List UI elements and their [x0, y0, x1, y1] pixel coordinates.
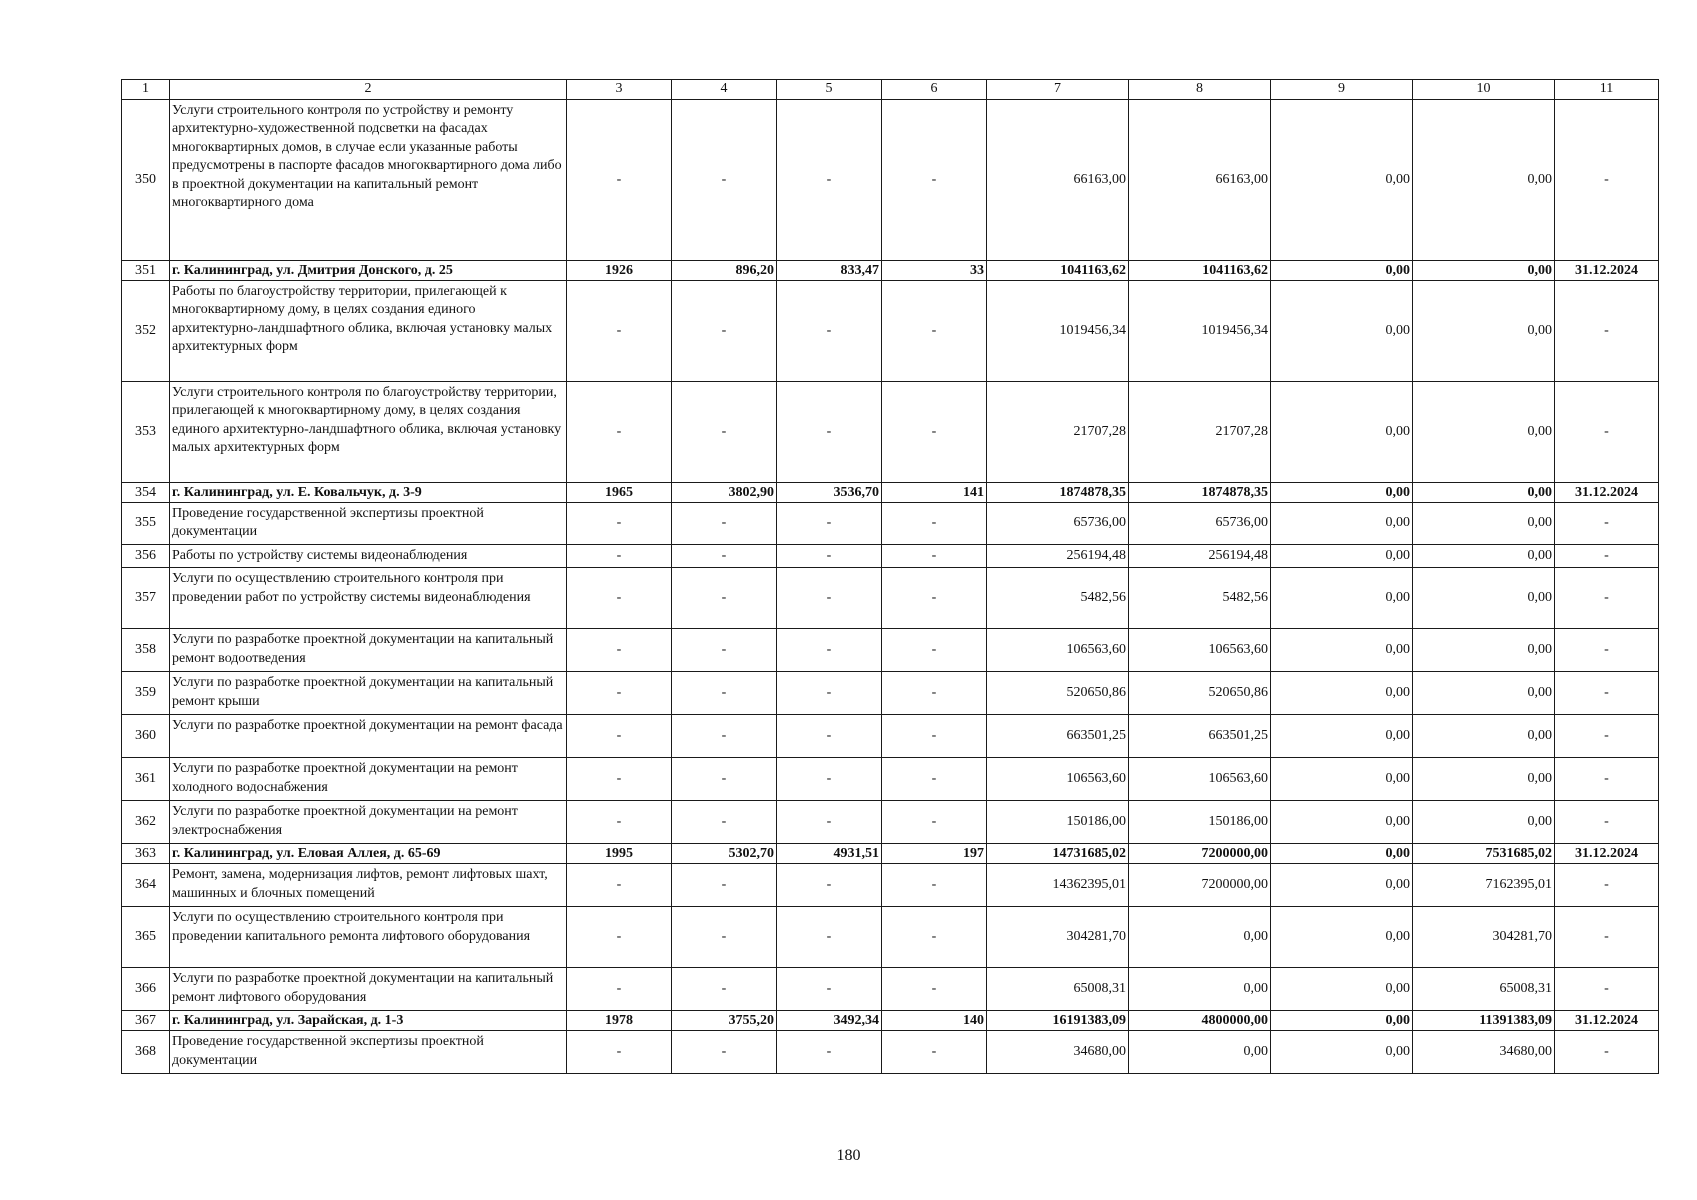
- total-area-cell: -: [672, 672, 777, 715]
- build-year-cell: -: [567, 1031, 672, 1074]
- deadline-cell: -: [1555, 382, 1659, 483]
- budget-cost-cell: 0,00: [1271, 968, 1413, 1011]
- address-row: [122, 261, 1659, 281]
- owner-funds-cell: 0,00: [1413, 100, 1555, 261]
- budget-cost-cell: 0,00: [1271, 503, 1413, 545]
- total-area-cell: 3755,20: [672, 1011, 777, 1031]
- budget-cost-cell: 0,00: [1271, 261, 1413, 281]
- build-year-cell: -: [567, 672, 672, 715]
- description-cell: Услуги по осуществлению строительного контроля при проведении капитального ремонта лифтового оборудования: [170, 907, 567, 968]
- description-cell: г. Калининград, ул. Зарайская, д. 1-3: [170, 1011, 567, 1031]
- budget-cost-cell: 0,00: [1271, 483, 1413, 503]
- description-cell: Ремонт, замена, модернизация лифтов, ремонт лифтовых шахт, машинных и блочных помещений: [170, 864, 567, 907]
- deadline-cell: 31.12.2024: [1555, 844, 1659, 864]
- header-cell: 7: [987, 80, 1129, 100]
- owner-funds-cell: 0,00: [1413, 758, 1555, 801]
- header-cell: 3: [567, 80, 672, 100]
- total-cost-cell: 663501,25: [987, 715, 1129, 758]
- living-area-cell: -: [777, 1031, 882, 1074]
- work-item-row: [122, 801, 1659, 844]
- total-area-cell: -: [672, 629, 777, 672]
- deadline-cell: 31.12.2024: [1555, 261, 1659, 281]
- deadline-cell: -: [1555, 503, 1659, 545]
- budget-cost-cell: 0,00: [1271, 1031, 1413, 1074]
- header-cell: 1: [122, 80, 170, 100]
- address-row: [122, 483, 1659, 503]
- fund-cost-cell: 520650,86: [1129, 672, 1271, 715]
- living-area-cell: 4931,51: [777, 844, 882, 864]
- page-number: 180: [836, 1147, 861, 1164]
- work-item-row: [122, 568, 1659, 629]
- deadline-cell: -: [1555, 100, 1659, 261]
- living-area-cell: 833,47: [777, 261, 882, 281]
- fund-cost-cell: 65736,00: [1129, 503, 1271, 545]
- total-cost-cell: 65008,31: [987, 968, 1129, 1011]
- row-number-cell: 367: [122, 1011, 170, 1031]
- living-area-cell: -: [777, 715, 882, 758]
- header-cell: 4: [672, 80, 777, 100]
- work-item-row: [122, 503, 1659, 545]
- fund-cost-cell: 21707,28: [1129, 382, 1271, 483]
- row-number-cell: 358: [122, 629, 170, 672]
- residents-cell: -: [882, 864, 987, 907]
- living-area-cell: 3492,34: [777, 1011, 882, 1031]
- total-area-cell: -: [672, 907, 777, 968]
- living-area-cell: -: [777, 544, 882, 567]
- total-cost-cell: 304281,70: [987, 907, 1129, 968]
- living-area-cell: 3536,70: [777, 483, 882, 503]
- row-number-cell: 354: [122, 483, 170, 503]
- row-number-cell: 364: [122, 864, 170, 907]
- build-year-cell: 1978: [567, 1011, 672, 1031]
- document-sheet: [121, 79, 1658, 1074]
- living-area-cell: -: [777, 100, 882, 261]
- build-year-cell: -: [567, 629, 672, 672]
- total-area-cell: -: [672, 281, 777, 382]
- residents-cell: -: [882, 503, 987, 545]
- residents-cell: 33: [882, 261, 987, 281]
- residents-cell: -: [882, 907, 987, 968]
- budget-cost-cell: 0,00: [1271, 801, 1413, 844]
- living-area-cell: -: [777, 864, 882, 907]
- build-year-cell: -: [567, 382, 672, 483]
- deadline-cell: -: [1555, 864, 1659, 907]
- living-area-cell: -: [777, 907, 882, 968]
- row-number-cell: 357: [122, 568, 170, 629]
- description-cell: Услуги по разработке проектной документации на капитальный ремонт водоотведения: [170, 629, 567, 672]
- description-cell: Работы по благоустройству территории, прилегающей к многоквартирному дому, в целях создания единого архитектурно-ландшафтного облика, включая установку малых архитектурных форм: [170, 281, 567, 382]
- build-year-cell: -: [567, 864, 672, 907]
- total-cost-cell: 106563,60: [987, 629, 1129, 672]
- row-number-cell: 366: [122, 968, 170, 1011]
- total-area-cell: -: [672, 758, 777, 801]
- total-area-cell: -: [672, 503, 777, 545]
- deadline-cell: -: [1555, 715, 1659, 758]
- deadline-cell: -: [1555, 568, 1659, 629]
- description-cell: Услуги по разработке проектной документации на ремонт холодного водоснабжения: [170, 758, 567, 801]
- description-cell: Услуги строительного контроля по устройству и ремонту архитектурно-художественной подсветки на фасадах многоквартирных домов, в случае если указанные работы предусмотрены в паспорте фасадов многоквартирного дома либо в проектной документации на капитальный ремонт многоквартирного дома: [170, 100, 567, 261]
- living-area-cell: -: [777, 672, 882, 715]
- total-cost-cell: 1019456,34: [987, 281, 1129, 382]
- work-item-row: [122, 100, 1659, 261]
- work-item-row: [122, 968, 1659, 1011]
- total-area-cell: -: [672, 1031, 777, 1074]
- build-year-cell: 1965: [567, 483, 672, 503]
- deadline-cell: -: [1555, 544, 1659, 567]
- owner-funds-cell: 0,00: [1413, 503, 1555, 545]
- owner-funds-cell: 34680,00: [1413, 1031, 1555, 1074]
- total-cost-cell: 1041163,62: [987, 261, 1129, 281]
- owner-funds-cell: 0,00: [1413, 568, 1555, 629]
- owner-funds-cell: 304281,70: [1413, 907, 1555, 968]
- capital-repair-table: [121, 79, 1659, 1074]
- column-number-header-row: [122, 80, 1659, 100]
- header-cell: 10: [1413, 80, 1555, 100]
- residents-cell: -: [882, 1031, 987, 1074]
- total-cost-cell: 5482,56: [987, 568, 1129, 629]
- header-cell: 6: [882, 80, 987, 100]
- work-item-row: [122, 672, 1659, 715]
- total-cost-cell: 14731685,02: [987, 844, 1129, 864]
- work-item-row: [122, 281, 1659, 382]
- living-area-cell: -: [777, 801, 882, 844]
- build-year-cell: -: [567, 544, 672, 567]
- row-number-cell: 352: [122, 281, 170, 382]
- residents-cell: -: [882, 568, 987, 629]
- build-year-cell: -: [567, 281, 672, 382]
- row-number-cell: 355: [122, 503, 170, 545]
- deadline-cell: 31.12.2024: [1555, 483, 1659, 503]
- living-area-cell: -: [777, 281, 882, 382]
- budget-cost-cell: 0,00: [1271, 844, 1413, 864]
- residents-cell: -: [882, 672, 987, 715]
- description-cell: г. Калининград, ул. Еловая Аллея, д. 65-69: [170, 844, 567, 864]
- total-area-cell: -: [672, 801, 777, 844]
- owner-funds-cell: 0,00: [1413, 281, 1555, 382]
- fund-cost-cell: 1019456,34: [1129, 281, 1271, 382]
- total-cost-cell: 150186,00: [987, 801, 1129, 844]
- residents-cell: 141: [882, 483, 987, 503]
- work-item-row: [122, 629, 1659, 672]
- total-area-cell: -: [672, 544, 777, 567]
- budget-cost-cell: 0,00: [1271, 907, 1413, 968]
- total-area-cell: -: [672, 382, 777, 483]
- build-year-cell: 1995: [567, 844, 672, 864]
- build-year-cell: -: [567, 758, 672, 801]
- row-number-cell: 362: [122, 801, 170, 844]
- residents-cell: 140: [882, 1011, 987, 1031]
- owner-funds-cell: 7162395,01: [1413, 864, 1555, 907]
- header-cell: 11: [1555, 80, 1659, 100]
- build-year-cell: -: [567, 715, 672, 758]
- row-number-cell: 350: [122, 100, 170, 261]
- residents-cell: -: [882, 758, 987, 801]
- build-year-cell: -: [567, 100, 672, 261]
- fund-cost-cell: 0,00: [1129, 907, 1271, 968]
- table-body: [122, 80, 1659, 1074]
- row-number-cell: 360: [122, 715, 170, 758]
- living-area-cell: -: [777, 382, 882, 483]
- total-area-cell: -: [672, 968, 777, 1011]
- owner-funds-cell: 0,00: [1413, 672, 1555, 715]
- deadline-cell: -: [1555, 968, 1659, 1011]
- owner-funds-cell: 0,00: [1413, 483, 1555, 503]
- residents-cell: -: [882, 281, 987, 382]
- row-number-cell: 365: [122, 907, 170, 968]
- deadline-cell: 31.12.2024: [1555, 1011, 1659, 1031]
- build-year-cell: -: [567, 503, 672, 545]
- work-item-row: [122, 864, 1659, 907]
- row-number-cell: 368: [122, 1031, 170, 1074]
- living-area-cell: -: [777, 568, 882, 629]
- budget-cost-cell: 0,00: [1271, 544, 1413, 567]
- description-cell: Услуги по разработке проектной документации на капитальный ремонт крыши: [170, 672, 567, 715]
- living-area-cell: -: [777, 503, 882, 545]
- header-cell: 9: [1271, 80, 1413, 100]
- description-cell: г. Калининград, ул. Е. Ковальчук, д. 3-9: [170, 483, 567, 503]
- total-cost-cell: 1874878,35: [987, 483, 1129, 503]
- owner-funds-cell: 0,00: [1413, 715, 1555, 758]
- header-cell: 5: [777, 80, 882, 100]
- residents-cell: -: [882, 715, 987, 758]
- build-year-cell: -: [567, 907, 672, 968]
- row-number-cell: 361: [122, 758, 170, 801]
- row-number-cell: 353: [122, 382, 170, 483]
- fund-cost-cell: 256194,48: [1129, 544, 1271, 567]
- deadline-cell: -: [1555, 1031, 1659, 1074]
- budget-cost-cell: 0,00: [1271, 758, 1413, 801]
- header-cell: 2: [170, 80, 567, 100]
- residents-cell: 197: [882, 844, 987, 864]
- budget-cost-cell: 0,00: [1271, 100, 1413, 261]
- total-area-cell: 3802,90: [672, 483, 777, 503]
- fund-cost-cell: 7200000,00: [1129, 864, 1271, 907]
- description-cell: Услуги по осуществлению строительного контроля при проведении работ по устройству системы видеонаблюдения: [170, 568, 567, 629]
- header-cell: 8: [1129, 80, 1271, 100]
- fund-cost-cell: 150186,00: [1129, 801, 1271, 844]
- owner-funds-cell: 11391383,09: [1413, 1011, 1555, 1031]
- residents-cell: -: [882, 629, 987, 672]
- total-cost-cell: 520650,86: [987, 672, 1129, 715]
- owner-funds-cell: 0,00: [1413, 801, 1555, 844]
- fund-cost-cell: 0,00: [1129, 1031, 1271, 1074]
- living-area-cell: -: [777, 968, 882, 1011]
- budget-cost-cell: 0,00: [1271, 382, 1413, 483]
- row-number-cell: 351: [122, 261, 170, 281]
- budget-cost-cell: 0,00: [1271, 715, 1413, 758]
- owner-funds-cell: 0,00: [1413, 629, 1555, 672]
- work-item-row: [122, 382, 1659, 483]
- living-area-cell: -: [777, 629, 882, 672]
- work-item-row: [122, 907, 1659, 968]
- total-area-cell: 896,20: [672, 261, 777, 281]
- build-year-cell: -: [567, 568, 672, 629]
- residents-cell: -: [882, 382, 987, 483]
- total-area-cell: 5302,70: [672, 844, 777, 864]
- deadline-cell: -: [1555, 907, 1659, 968]
- description-cell: Услуги по разработке проектной документации на ремонт электроснабжения: [170, 801, 567, 844]
- fund-cost-cell: 1874878,35: [1129, 483, 1271, 503]
- fund-cost-cell: 1041163,62: [1129, 261, 1271, 281]
- fund-cost-cell: 106563,60: [1129, 629, 1271, 672]
- total-cost-cell: 256194,48: [987, 544, 1129, 567]
- description-cell: Проведение государственной экспертизы проектной документации: [170, 503, 567, 545]
- total-cost-cell: 16191383,09: [987, 1011, 1129, 1031]
- deadline-cell: -: [1555, 629, 1659, 672]
- fund-cost-cell: 66163,00: [1129, 100, 1271, 261]
- work-item-row: [122, 715, 1659, 758]
- fund-cost-cell: 663501,25: [1129, 715, 1271, 758]
- deadline-cell: -: [1555, 281, 1659, 382]
- total-area-cell: -: [672, 715, 777, 758]
- fund-cost-cell: 5482,56: [1129, 568, 1271, 629]
- budget-cost-cell: 0,00: [1271, 281, 1413, 382]
- fund-cost-cell: 4800000,00: [1129, 1011, 1271, 1031]
- total-cost-cell: 14362395,01: [987, 864, 1129, 907]
- total-cost-cell: 106563,60: [987, 758, 1129, 801]
- owner-funds-cell: 0,00: [1413, 544, 1555, 567]
- residents-cell: -: [882, 544, 987, 567]
- budget-cost-cell: 0,00: [1271, 568, 1413, 629]
- budget-cost-cell: 0,00: [1271, 1011, 1413, 1031]
- row-number-cell: 359: [122, 672, 170, 715]
- build-year-cell: -: [567, 968, 672, 1011]
- owner-funds-cell: 7531685,02: [1413, 844, 1555, 864]
- description-cell: Услуги строительного контроля по благоустройству территории, прилегающей к многоквартирному дому, в целях создания единого архитектурно-ландшафтного облика, включая установку малых архитектурных форм: [170, 382, 567, 483]
- work-item-row: [122, 544, 1659, 567]
- build-year-cell: -: [567, 801, 672, 844]
- owner-funds-cell: 65008,31: [1413, 968, 1555, 1011]
- description-cell: Проведение государственной экспертизы проектной документации: [170, 1031, 567, 1074]
- owner-funds-cell: 0,00: [1413, 382, 1555, 483]
- address-row: [122, 844, 1659, 864]
- total-cost-cell: 34680,00: [987, 1031, 1129, 1074]
- budget-cost-cell: 0,00: [1271, 629, 1413, 672]
- total-area-cell: -: [672, 100, 777, 261]
- row-number-cell: 363: [122, 844, 170, 864]
- fund-cost-cell: 7200000,00: [1129, 844, 1271, 864]
- deadline-cell: -: [1555, 672, 1659, 715]
- total-cost-cell: 21707,28: [987, 382, 1129, 483]
- row-number-cell: 356: [122, 544, 170, 567]
- build-year-cell: 1926: [567, 261, 672, 281]
- total-area-cell: -: [672, 864, 777, 907]
- owner-funds-cell: 0,00: [1413, 261, 1555, 281]
- budget-cost-cell: 0,00: [1271, 672, 1413, 715]
- deadline-cell: -: [1555, 758, 1659, 801]
- budget-cost-cell: 0,00: [1271, 864, 1413, 907]
- fund-cost-cell: 0,00: [1129, 968, 1271, 1011]
- address-row: [122, 1011, 1659, 1031]
- description-cell: Услуги по разработке проектной документации на ремонт фасада: [170, 715, 567, 758]
- fund-cost-cell: 106563,60: [1129, 758, 1271, 801]
- description-cell: Услуги по разработке проектной документации на капитальный ремонт лифтового оборудования: [170, 968, 567, 1011]
- work-item-row: [122, 758, 1659, 801]
- total-cost-cell: 66163,00: [987, 100, 1129, 261]
- description-cell: Работы по устройству системы видеонаблюдения: [170, 544, 567, 567]
- residents-cell: -: [882, 100, 987, 261]
- residents-cell: -: [882, 801, 987, 844]
- deadline-cell: -: [1555, 801, 1659, 844]
- total-cost-cell: 65736,00: [987, 503, 1129, 545]
- work-item-row: [122, 1031, 1659, 1074]
- total-area-cell: -: [672, 568, 777, 629]
- residents-cell: -: [882, 968, 987, 1011]
- living-area-cell: -: [777, 758, 882, 801]
- description-cell: г. Калининград, ул. Дмитрия Донского, д. 25: [170, 261, 567, 281]
